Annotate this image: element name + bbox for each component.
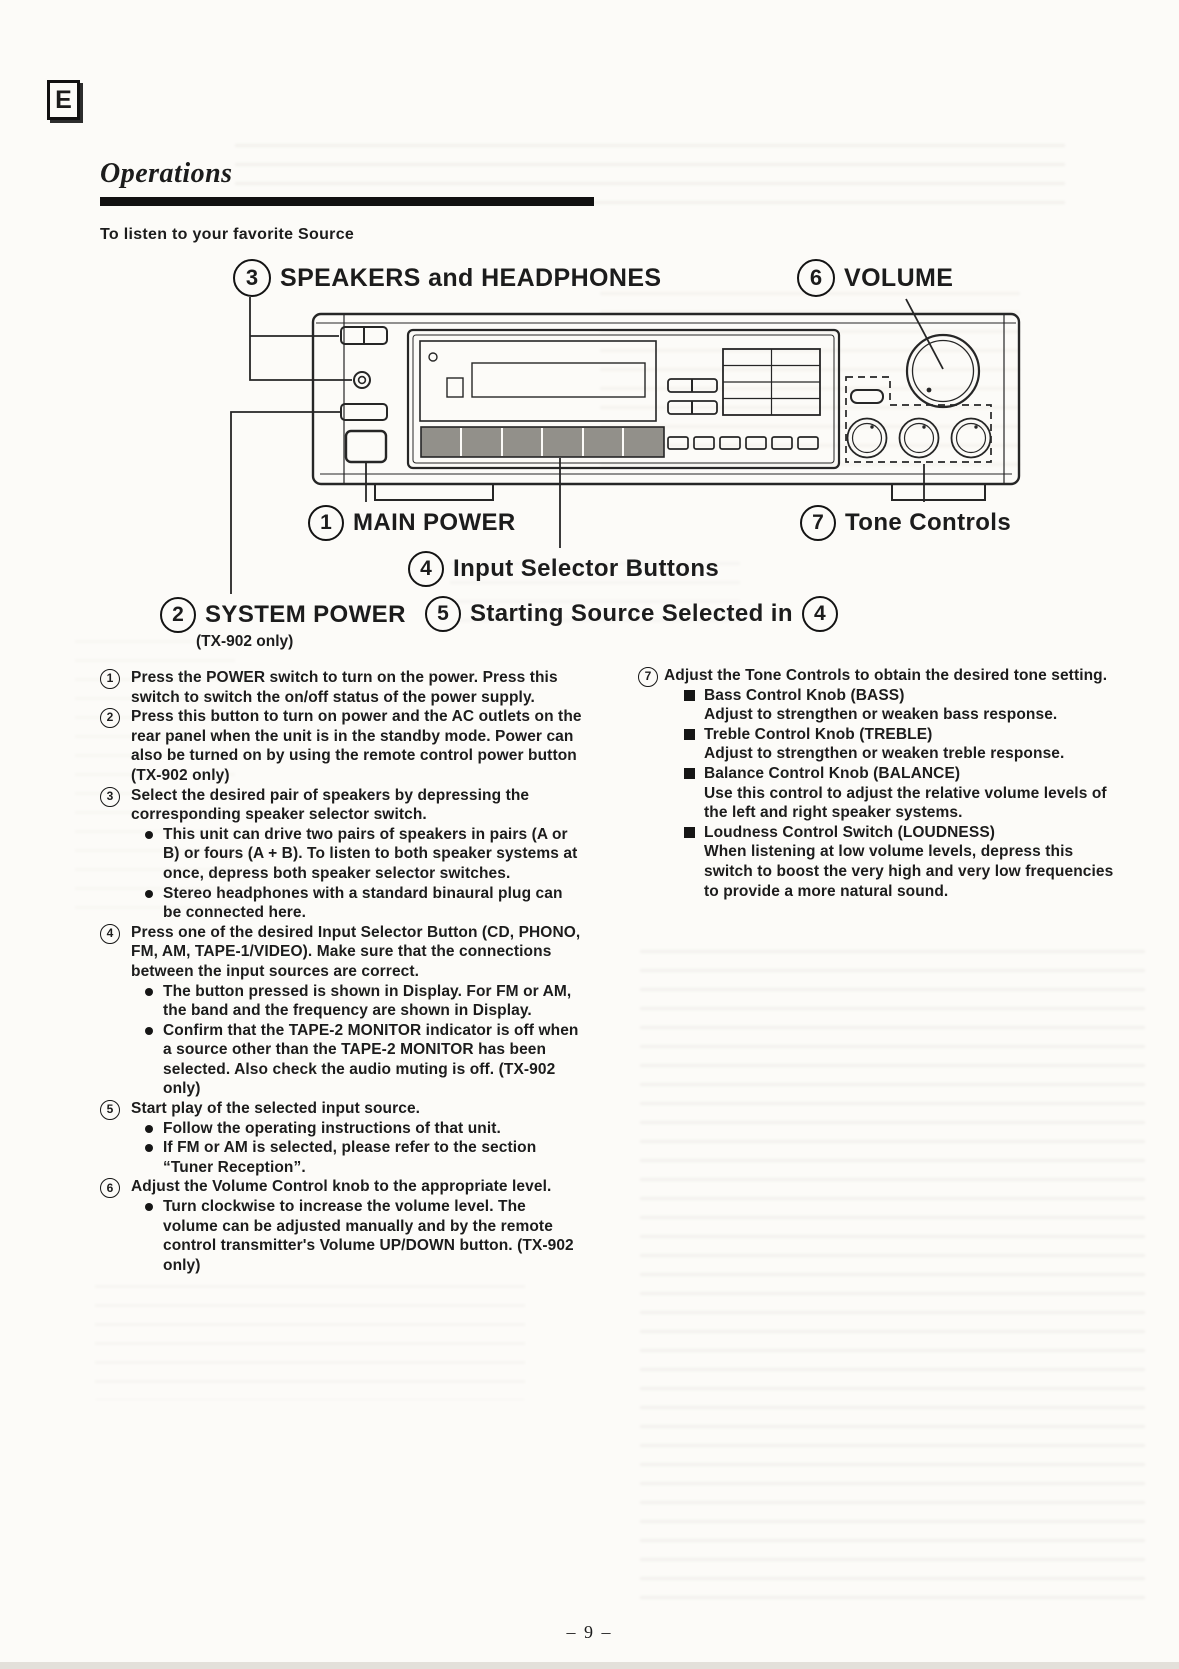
instruction-item [100,1099,582,1119]
callout-label: SYSTEM POWER [205,601,406,628]
instruction-item [100,1021,582,1099]
instruction-item [100,884,582,923]
callout-label: Input Selector Buttons [453,555,720,582]
callout-number: 1 [308,505,344,541]
instruction-text: Press one of the desired Input Selector Button (CD, PHONO, FM, AM, TAPE-1/VIDEO). Make sure that the connections between the input sources are correct. [131,923,581,980]
headphone-jack-icon [354,372,370,388]
callout-label: MAIN POWER [353,509,516,536]
instruction-item [640,705,1118,725]
volume-knob [907,335,979,407]
square-bullet-icon [684,768,695,779]
item-number-icon: 6 [100,1178,120,1198]
callout-number: 7 [800,505,836,541]
instruction-item [100,1177,582,1197]
instruction-item [640,764,1118,784]
loudness-switch [851,390,883,403]
square-bullet-icon [684,827,695,838]
instruction-text: Adjust the Tone Controls to obtain the desired tone setting. [664,667,1108,684]
instruction-item [640,784,1118,823]
scan-smudge [640,950,1145,1605]
bullet-icon [145,1144,153,1152]
frequency-display [472,363,645,397]
callout-starting-source [425,596,838,632]
callout-number: 6 [797,259,835,297]
callout-label: Tone Controls [845,509,1012,536]
instruction-item [100,668,582,707]
callout-number: 3 [233,259,271,297]
page-subtitle: To listen to your favorite Source [100,226,355,243]
callout-tone-controls [800,505,1011,541]
scan-smudge [235,144,1065,204]
title-rule [100,197,594,206]
instruction-text: Adjust to strengthen or weaken bass response. [704,706,1058,724]
callout-label: SPEAKERS and HEADPHONES [280,263,662,292]
callout-system-power [160,597,406,633]
instruction-item [640,744,1118,764]
instruction-item [100,707,582,785]
instruction-text: Use this control to adjust the relative volume levels of the left and right speaker systems. [704,784,1107,822]
small-button-row [668,437,818,449]
bullet-icon [145,988,153,996]
callout-input-selector [408,551,719,587]
main-power-button [346,431,386,462]
instruction-text: Balance Control Knob (BALANCE) [704,764,961,782]
receiver-foot [892,484,985,500]
instruction-text: Adjust to strengthen or weaken treble response. [704,745,1065,763]
instruction-text: Adjust the Volume Control knob to the appropriate level. [131,1178,552,1196]
instruction-item [640,842,1118,901]
instruction-item [100,982,582,1021]
callout-label: VOLUME [844,263,954,292]
bullet-icon [145,831,153,839]
instruction-item [640,686,1118,706]
scan-smudge [95,1285,525,1400]
item-number-icon: 5 [100,1100,120,1120]
bullet-icon [145,890,153,898]
instruction-text: Loudness Control Switch (LOUDNESS) [704,823,996,841]
bullet-icon [145,1027,153,1035]
instruction-text: Treble Control Knob (TREBLE) [704,725,933,743]
item-number-icon: 2 [100,708,120,728]
callout-speakers-headphones [233,259,662,297]
instruction-text: Follow the operating instructions of that unit. [163,1119,501,1137]
callout-label: Starting Source Selected in [470,600,793,627]
square-bullet-icon [684,729,695,740]
instruction-item [100,1119,582,1139]
instruction-text: Select the desired pair of speakers by depressing the corresponding speaker selector switch. [131,786,530,824]
instruction-item [100,923,582,982]
bullet-icon [145,1125,153,1133]
instruction-item [100,1138,582,1177]
instruction-text: Stereo headphones with a standard binaural plug can be connected here. [163,884,563,922]
callout-volume [797,259,953,297]
instruction-item [100,786,582,825]
callout-ref-number: 4 [802,596,838,632]
page-number: – 9 – [566,1622,613,1642]
section-title: Operations [100,158,233,189]
callout-number: 5 [425,596,461,632]
instruction-text: When listening at low volume levels, depress this switch to boost the very high and very low frequencies to provide a more natural sound. [704,843,1114,900]
bullet-icon [145,1203,153,1211]
tone-control-knobs [848,419,991,458]
instruction-text: Bass Control Knob (BASS) [704,686,905,704]
instruction-item [640,823,1118,843]
item-number-icon: 3 [100,787,120,807]
instruction-text: Start play of the selected input source. [131,1100,421,1118]
receiver-body [313,314,1019,484]
instruction-item [100,1197,582,1275]
instruction-text: The button pressed is shown in Display. For FM or AM, the band and the frequency are shown in Display. [163,982,572,1020]
instruction-text: Press this button to turn on power and the AC outlets on the rear panel when the unit is in the standby mode. Power can also be turned on by using the remote control power button (TX-902 only) [131,708,582,784]
callout-main-power [308,505,516,541]
callout-number: 4 [408,551,444,587]
instructions-right-column [640,666,1118,901]
square-bullet-icon [684,690,695,701]
instruction-item [640,666,1118,686]
system-power-button [341,404,387,420]
item-number-icon: 7 [638,667,658,687]
instruction-text: If FM or AM is selected, please refer to the section “Tuner Reception”. [163,1139,537,1176]
display-window [420,341,656,421]
callout-number: 2 [160,597,196,633]
edition-mark-box [47,80,80,120]
instruction-item [100,825,582,884]
instruction-item [640,725,1118,745]
instruction-text: Turn clockwise to increase the volume level. The volume can be adjusted manually and by the remote control transmitter's Volume UP/DOWN button. (TX-902 only) [163,1198,574,1274]
item-number-icon: 4 [100,924,120,944]
edition-mark: E [55,85,72,114]
callout-note: (TX-902 only) [196,633,294,650]
instruction-text: Press the POWER switch to turn on the power. Press this switch to switch the on/off status of the power supply. [131,669,558,706]
item-number-icon: 1 [100,669,120,689]
instructions-left-column [100,668,582,1275]
instruction-text: Confirm that the TAPE-2 MONITOR indicator is off when a source other than the TAPE-2 MONITOR has been selected. Also check the audio muting is off. (TX-902 only) [163,1021,579,1098]
receiver-foot [375,484,493,500]
instruction-text: This unit can drive two pairs of speakers in pairs (A or B) or fours (A + B). To listen to both speaker systems at once, depress both speaker selector switches. [163,825,578,882]
scan-edge-strip [0,1662,1179,1669]
